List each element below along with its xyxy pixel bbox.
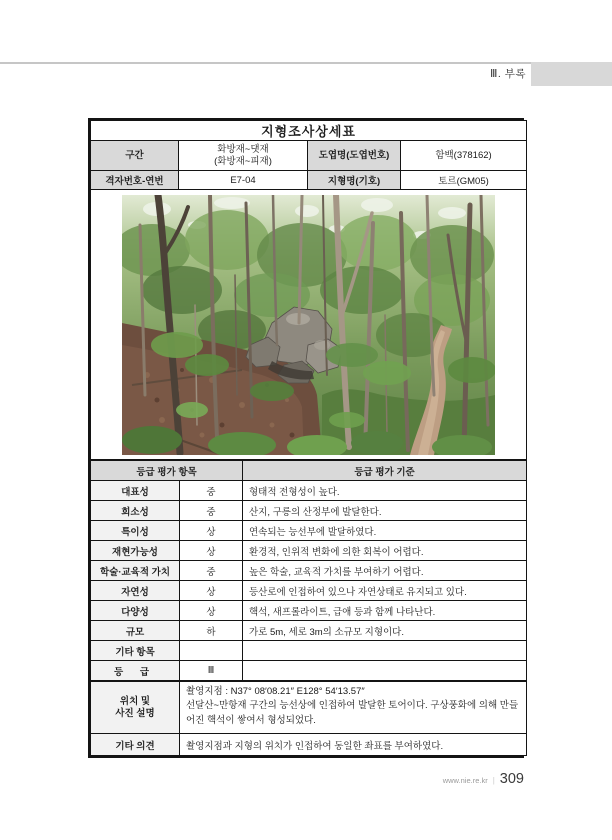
document-title: 지형조사상세표 [91,121,527,141]
grade-evaluation-table [90,460,527,681]
eval-label: 특이성 [91,521,180,541]
footer-page-number: 309 [499,771,524,787]
eval-grade: 중 [180,481,243,501]
survey-photo [122,195,495,455]
label-map-sheet: 도엽명(도엽번호) [308,141,401,171]
eval-label: 희소성 [91,501,180,521]
eval-grade: 상 [180,521,243,541]
survey-detail-table [88,118,524,758]
value-section [179,141,308,171]
eval-criteria: 가로 5m, 세로 3m의 소규모 지형이다. [243,621,527,641]
eval-row-naturalness [91,581,527,601]
eval-criteria [243,661,527,681]
location-opinion-table [90,681,527,756]
value-grid-number: E7-04 [179,171,308,190]
label-section: 구간 [91,141,179,171]
eval-label: 학술·교육적 가치 [91,561,180,581]
photo-description-text: 선달산~만항재 구간의 능선상에 인접하여 발달한 토어이다. 구상풍화에 의해 만들어진 핵석이 쌓여서 형성되었다. [186,700,519,726]
eval-criteria: 핵석, 새프롤라이트, 급애 등과 함께 나타난다. [243,601,527,621]
footer-site-url: www.nie.re.kr [442,776,488,785]
location-description [180,682,527,734]
eval-row-academic-value [91,561,527,581]
label-landform-name: 지형명(기호) [308,171,401,190]
page-footer [0,771,524,787]
location-row [91,682,527,734]
value-map-sheet: 함백(378162) [401,141,527,171]
eval-grade: 하 [180,621,243,641]
eval-criteria: 환경적, 인위적 변화에 의한 회복이 어렵다. [243,541,527,561]
info-table [90,120,527,460]
eval-grade: 중 [180,501,243,521]
eval-grade: 상 [180,601,243,621]
eval-label: 등 급 [91,661,180,681]
eval-header-criteria: 등급 평가 기준 [243,461,527,481]
eval-label: 규모 [91,621,180,641]
eval-grade: 중 [180,561,243,581]
section-heading: Ⅲ. 부록 [490,68,526,80]
eval-row-reproducibility [91,541,527,561]
eval-grade: 상 [180,581,243,601]
eval-row-other-items [91,641,527,661]
footer-separator: | [492,776,495,785]
eval-label: 자연성 [91,581,180,601]
label-grid-number: 격자번호-연번 [91,171,179,190]
location-label-line2: 사진 설명 [115,707,155,719]
eval-criteria: 형태적 전형성이 높다. [243,481,527,501]
eval-label: 대표성 [91,481,180,501]
eval-header-item: 등급 평가 항목 [91,461,243,481]
eval-criteria: 산지, 구릉의 산정부에 발달한다. [243,501,527,521]
eval-row-grade [91,661,527,681]
value-section-line1: 화방재~댓재 [217,143,269,155]
eval-criteria: 연속되는 능선부에 발달하였다. [243,521,527,541]
photo-cell [91,190,527,460]
location-label [91,682,180,734]
eval-criteria [243,641,527,661]
eval-label: 다양성 [91,601,180,621]
eval-label: 재현가능성 [91,541,180,561]
eval-criteria: 높은 학술, 교육적 가치를 부여하기 어렵다. [243,561,527,581]
eval-row-scale [91,621,527,641]
eval-row-representativeness [91,481,527,501]
location-label-line1: 위치 및 [119,695,151,707]
edge-tab [531,62,612,86]
eval-grade: Ⅲ [180,661,243,681]
opinion-row [91,734,527,756]
opinion-text: 촬영지점과 지형의 위치가 인접하여 동일한 좌표를 부여하였다. [180,734,527,756]
eval-grade [180,641,243,661]
eval-row-rarity [91,501,527,521]
value-landform-name: 토르(GM05) [401,171,527,190]
header-rule [0,62,531,64]
eval-grade: 상 [180,541,243,561]
value-section-line2: (화방재~피재) [214,155,272,167]
opinion-label: 기타 의견 [91,734,180,756]
eval-row-uniqueness [91,521,527,541]
eval-criteria: 등산로에 인접하여 있으나 자연상태로 유지되고 있다. [243,581,527,601]
eval-label: 기타 항목 [91,641,180,661]
shooting-point-coordinates: 촬영지점 : N37° 08′08.21″ E128° 54′13.57″ [186,686,365,697]
eval-row-diversity [91,601,527,621]
